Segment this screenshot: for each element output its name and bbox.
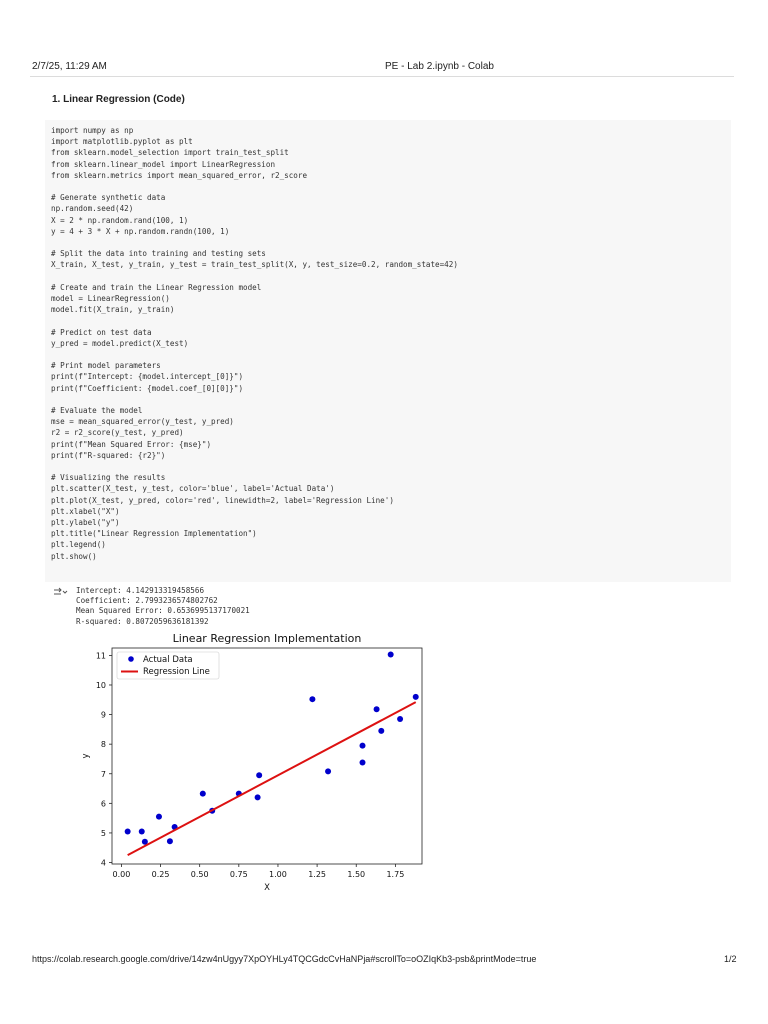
- x-tick-label: 1.75: [386, 870, 405, 879]
- x-tick-label: 1.50: [347, 870, 366, 879]
- code-line: plt.show(): [51, 551, 97, 561]
- regression-chart: [76, 628, 432, 896]
- y-tick-label: 9: [100, 710, 106, 720]
- code-line: plt.plot(X_test, y_pred, color='red', linewidth=2, label='Regression Line'): [51, 495, 394, 505]
- code-line: r2 = r2_score(y_test, y_pred): [51, 428, 184, 438]
- scatter-point: [309, 696, 315, 702]
- code-line: print(f"Mean Squared Error: {mse}"): [51, 439, 212, 449]
- x-tick-label: 1.00: [269, 870, 287, 879]
- legend-marker-actual: [128, 656, 134, 662]
- scatter-point: [374, 706, 380, 712]
- code-line: print(f"Coefficient: {model.coef_[0][0]}"): [51, 383, 244, 393]
- scatter-point: [360, 760, 366, 766]
- legend-label-actual: Actual Data: [143, 655, 193, 665]
- regression-line: [128, 702, 416, 855]
- y-tick-label: 5: [100, 828, 106, 838]
- page-number: 1/2: [724, 954, 737, 964]
- code-line: # Create and train the Linear Regression model: [51, 282, 262, 292]
- x-tick-label: 1.25: [308, 870, 327, 879]
- code-line: X_train, X_test, y_train, y_test = train_test_split(X, y, test_size=0.2, random_state=42): [51, 260, 458, 270]
- code-line: # Print model parameters: [51, 361, 161, 371]
- scatter-point: [167, 838, 173, 844]
- code-line: from sklearn.model_selection import train_test_split: [51, 148, 289, 158]
- chart-title: Linear Regression Implementation: [172, 632, 362, 645]
- scatter-point: [125, 828, 131, 834]
- scatter-point: [413, 694, 419, 700]
- section-heading: 1. Linear Regression (Code): [52, 94, 185, 105]
- code-line: y = 4 + 3 * X + np.random.randn(100, 1): [51, 226, 230, 236]
- scatter-point: [256, 772, 262, 778]
- code-line: model.fit(X_train, y_train): [51, 305, 175, 315]
- y-tick-label: 8: [100, 740, 106, 750]
- output-line: Intercept: 4.142913319458566: [76, 586, 205, 595]
- footer-url: https://colab.research.google.com/drive/14zw4nUgyy7XpOYHLy4TQCGdcCvHaNPja#scrollTo=oOZIqKb3-psb&printMode=true: [32, 954, 537, 964]
- scatter-point: [255, 794, 261, 800]
- code-line: import numpy as np: [51, 126, 134, 135]
- scatter-point: [200, 791, 206, 797]
- header-datetime: 2/7/25, 11:29 AM: [32, 61, 107, 72]
- code-line: print(f"Intercept: {model.intercept_[0]}"): [51, 372, 244, 382]
- code-line: plt.scatter(X_test, y_test, color='blue', label='Actual Data'): [51, 484, 335, 494]
- chart-legend: [117, 652, 219, 679]
- plot-frame: [112, 648, 422, 864]
- code-line: # Split the data into training and testing sets: [51, 249, 266, 259]
- code-line: model = LinearRegression(): [51, 294, 170, 303]
- x-tick-label: 0.00: [112, 870, 131, 879]
- y-tick-label: 11: [95, 651, 106, 661]
- code-line: y_pred = model.predict(X_test): [51, 338, 189, 348]
- notebook-title: PE - Lab 2.ipynb - Colab: [385, 61, 494, 72]
- code-line: plt.xlabel("X"): [51, 506, 120, 516]
- scatter-point: [397, 716, 403, 722]
- output-line: Mean Squared Error: 0.6536995137170021: [76, 606, 250, 616]
- legend-label-regression: Regression Line: [143, 667, 210, 677]
- y-tick-label: 7: [100, 769, 106, 779]
- code-line: plt.title("Linear Regression Implementation"): [51, 529, 257, 539]
- x-tick-label: 0.75: [229, 870, 248, 879]
- code-line: from sklearn.metrics import mean_squared_error, r2_score: [51, 170, 308, 180]
- code-line: # Predict on test data: [51, 327, 152, 337]
- scatter-point: [378, 728, 384, 734]
- code-line: np.random.seed(42): [51, 204, 134, 214]
- code-line: print(f"R-squared: {r2}"): [51, 450, 166, 460]
- header-divider: [30, 76, 734, 77]
- y-tick-label: 6: [100, 799, 106, 809]
- code-line: # Visualizing the results: [51, 473, 166, 483]
- y-axis-label: y: [81, 753, 91, 759]
- code-cell[interactable]: [45, 120, 731, 582]
- code-line: X = 2 * np.random.rand(100, 1): [51, 215, 189, 225]
- code-line: plt.ylabel("y"): [51, 518, 120, 527]
- x-axis-label: X: [264, 883, 270, 893]
- y-tick-label: 10: [95, 680, 106, 690]
- scatter-point: [139, 828, 145, 834]
- scatter-point: [325, 768, 331, 774]
- scatter-point: [360, 743, 366, 749]
- code-line: import matplotlib.pyplot as plt: [51, 137, 193, 147]
- output-toggle-icon[interactable]: [52, 586, 68, 598]
- code-line: mse = mean_squared_error(y_test, y_pred): [51, 417, 234, 427]
- scatter-point: [388, 652, 394, 658]
- code-line: # Evaluate the model: [51, 406, 143, 415]
- scatter-point: [156, 814, 162, 820]
- code-line: # Generate synthetic data: [51, 193, 166, 203]
- output-line: Coefficient: 2.7993236574802762: [76, 596, 218, 606]
- code-line: plt.legend(): [51, 540, 106, 550]
- y-tick-label: 4: [100, 858, 106, 868]
- output-line: R-squared: 0.8072059636181392: [76, 616, 209, 626]
- code-line: from sklearn.linear_model import LinearRegression: [51, 159, 276, 169]
- x-tick-label: 0.25: [151, 870, 170, 879]
- x-tick-label: 0.50: [190, 870, 209, 879]
